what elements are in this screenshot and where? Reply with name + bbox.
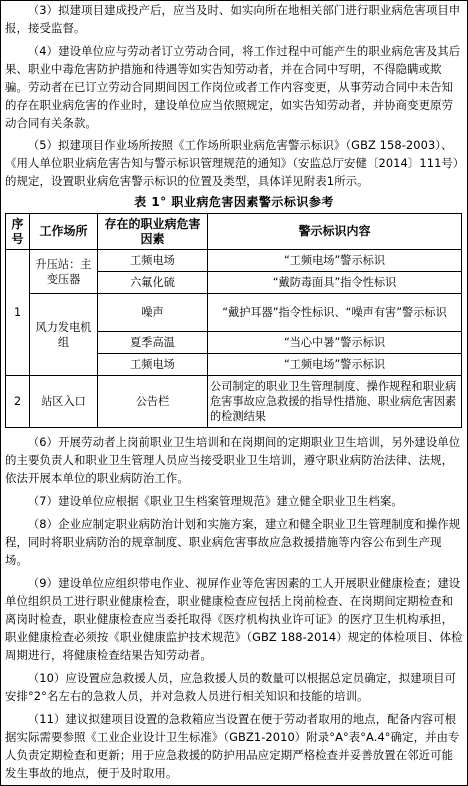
cell-place: 风力发电机组 (30, 294, 98, 376)
paragraph-4: （4）建设单位应与劳动者订立劳动合同，将工作过程中可能产生的职业病危害及其后果、职业中毒危害防护措施和待遇等如实告知劳动者，并在合同中写明，不得隐瞒或欺骗。劳动者在已订立劳动合同期间因工作岗位或者工作内容变更，从事劳动合同中未告知的存在职业病危害的作业时，建设单位应当依照规定，如实告知劳动者，并协商变更原劳动合同有关条款。 (5, 44, 461, 130)
paragraph-7: （7）建设单位应根据《职业卫生档案管理规范》建立健全职业卫生档案。 (27, 494, 403, 508)
header-hazard: 存在的职业病危害因素 (98, 214, 208, 250)
cell-seq: 2 (6, 376, 30, 428)
cell-place: 站区入口 (30, 376, 98, 428)
paragraphs-bottom (5, 433, 463, 782)
cell-sign: “工频电场”警示标识 (208, 250, 462, 272)
header-seq: 序号 (6, 214, 30, 250)
cell-sign: “当心中暑”警示标识 (208, 332, 462, 354)
table-header-row (6, 214, 462, 250)
cell-hazard: 公告栏 (98, 376, 208, 428)
header-place: 工作场所 (30, 214, 98, 250)
cell-hazard: 六氟化硫 (98, 272, 208, 294)
cell-sign: “戴防毒面具”指令性标识 (208, 272, 462, 294)
cell-hazard: 工频电场 (98, 250, 208, 272)
cell-sign: 公司制定的职业卫生管理制度、操作规程和职业病危害事故应急救援的指导性措施、职业病危害因素的检测结果 (208, 376, 462, 428)
paragraph-6: （6）开展劳动者上岗前职业卫生培训和在岗期间的定期职业卫生培训，另外建设单位的主要负责人和职业卫生管理人员应当接受职业卫生培训，遵守职业病防治法律、法规，依法开展本单位的职业病防治工作。 (5, 435, 461, 485)
paragraph-9: （9）建设单位应组织带电作业、视屏作业等危害因素的工人开展职业健康检查；建设单位组织员工进行职业健康检查，职业健康检查应包括上岗前检查、在岗期间定期检查和离岗时检查，职业健康检查应当委托取得《医疗机构执业许可证》的医疗卫生机构承担，职业健康检查必须按《职业健康监护技术规范》（GBZ 188-2014）规定的体检项目、体检周期进行，将健康检查结果告知劳动者。 (5, 576, 463, 662)
table-row (6, 376, 462, 428)
cell-hazard: 噪声 (98, 294, 208, 332)
cell-hazard: 夏季高温 (98, 332, 208, 354)
header-sign: 警示标识内容 (208, 214, 462, 250)
paragraph-3: （3）拟建项目建成投产后，应当及时、如实向所在地相关部门进行职业病危害项目申报，接受监督。 (5, 3, 461, 35)
paragraph-10: （10）应设置应急救援人员，应急救援人员的数量可以根据总定员确定，拟建项目可安排°2°名左右的急救人员，并对急救人员进行相关知识和技能的培训。 (5, 671, 457, 703)
paragraph-11: （11）建议拟建项目设置的急救箱应当设置在便于劳动者取用的地点，配备内容可根据实际需要参照《工业企业设计卫生标准》（GBZ1-2010）附录°A°表°A.4°确定，并由专人负责定期检查和更新；用于应急救援的防护用品应定期严格检查并妥善放置在邻近可能发生事故的地点，便于及时取用。 (5, 712, 460, 780)
paragraph-8: （8）企业应制定职业病防治计划和实施方案，建立和健全职业卫生管理制度和操作规程，同时将职业病防治的规章制度、职业病危害事故应急救援措施等内容公布到生产现场。 (5, 517, 461, 567)
cell-sign: “工频电场”警示标识 (208, 354, 462, 376)
table-row (6, 250, 462, 272)
table-row (6, 294, 462, 332)
table-caption: 表 1° 职业病危害因素警示标识参考 (134, 195, 334, 209)
cell-seq: 1 (6, 250, 30, 376)
cell-hazard: 工频电场 (98, 354, 208, 376)
cell-sign: “戴护耳器”指令性标识、“噪声有害”警示标识 (208, 294, 462, 332)
paragraph-5: （5）拟建项目作业场所按照《工作场所职业病危害警示标识》（GBZ 158-2003）、《用人单位职业病危害告知与警示标识管理规范的通知》（安监总厅安健〔2014〕111号）的规定，设置职业病危害警示标识的位置及类型，具体详见附表1所示。 (5, 138, 459, 188)
cell-place: 升压站：主变压器 (30, 250, 98, 294)
warning-sign-table (5, 213, 462, 428)
